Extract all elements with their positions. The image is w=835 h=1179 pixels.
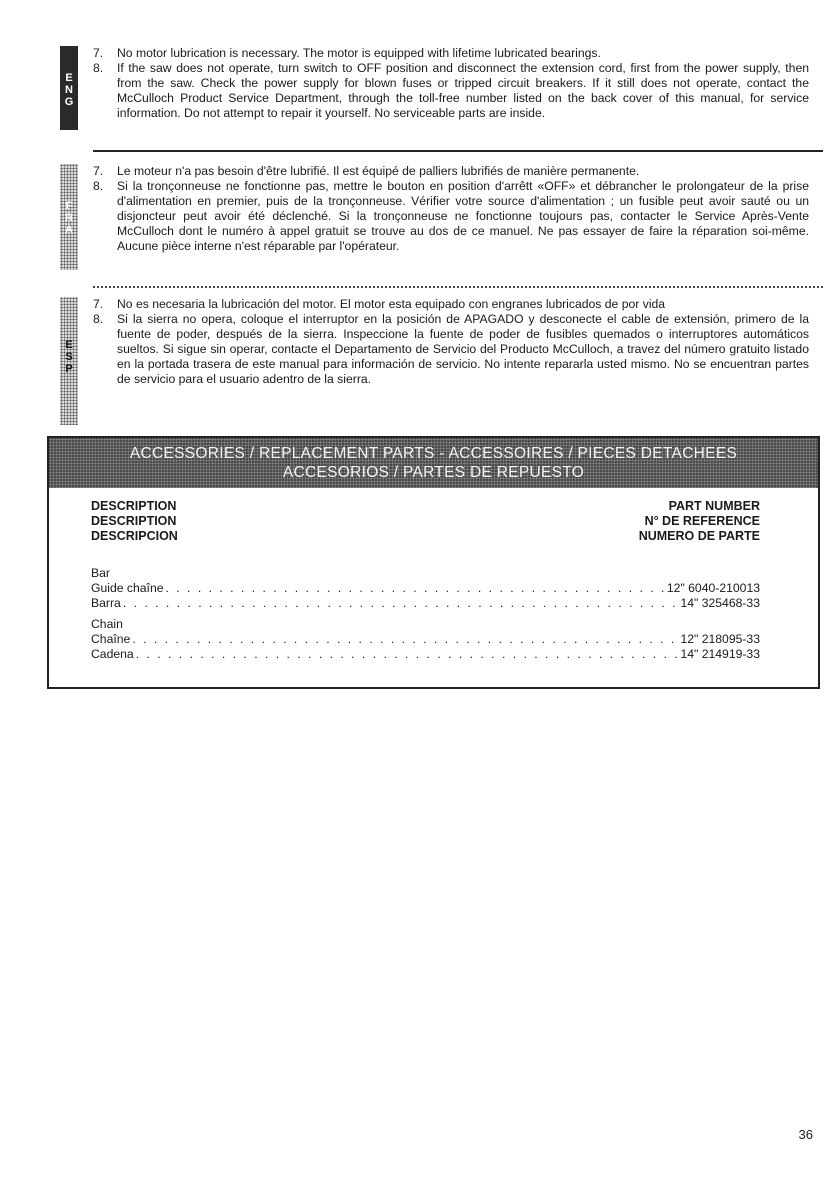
accessories-title: ACCESSORIES / REPLACEMENT PARTS - ACCESSOIRES / PIECES DETACHEES	[129, 445, 738, 462]
leader-dots	[166, 581, 665, 596]
part-name: Cadena	[91, 647, 134, 661]
french-section	[93, 164, 809, 255]
language-tab-english	[60, 46, 78, 130]
item-number: 8.	[93, 61, 104, 76]
tab-letter: A	[65, 224, 73, 236]
part-name: Chaîne	[91, 632, 131, 646]
col-header-description: DESCRIPTION	[91, 514, 177, 528]
column-headers	[91, 499, 760, 544]
item-number: 7.	[93, 297, 104, 311]
col-header-part-number: N° DE REFERENCE	[644, 514, 760, 528]
list-item	[93, 164, 809, 179]
item-number: 7.	[93, 46, 104, 60]
col-header-description: DESCRIPTION	[91, 499, 177, 513]
group-heading: Chain	[91, 617, 123, 631]
leader-dots	[132, 632, 678, 647]
item-number: 8.	[93, 179, 104, 194]
accessories-subtitle: ACCESORIOS / PARTES DE REPUESTO	[282, 464, 585, 481]
tab-letter: F	[65, 200, 73, 212]
part-number: 14" 325468-33	[680, 596, 760, 610]
page-number: 36	[798, 1127, 813, 1142]
parts-group	[91, 566, 760, 611]
tab-letter: P	[65, 363, 73, 375]
item-text: Si la tronçonneuse ne fonctionne pas, mettre le bouton en position d'arrêtt «OFF» et débrancher le prolongateur de la prise d'alimentation en premier, puis de la tronçonneuse. Vérifier votre source d'alimentation ; un fusible peut avoir sauté ou un disjoncteur peut avoir été déclenché. Si la tronçonneuse ne fonctionne toujours pas, contacter le Service Après-Vente McCulloch dont le numéro à appel gratuit se trouve au dos de ce manuel. Ne pas essayer de faire la réparation soi-même. Aucune pièce interne n'est réparable par l'opérateur.	[117, 179, 809, 254]
group-heading: Bar	[91, 566, 110, 580]
part-number: 12" 218095-33	[680, 632, 760, 646]
col-header-description: DESCRIPCION	[91, 529, 178, 543]
table-row	[91, 596, 760, 611]
part-number: 12" 6040-210013	[666, 581, 760, 595]
accessories-table	[47, 436, 820, 689]
col-header-part-number: NUMERO DE PARTE	[638, 529, 760, 543]
accessories-header	[49, 438, 818, 488]
leader-dots	[136, 647, 679, 662]
list-item	[93, 312, 809, 387]
table-row	[91, 581, 760, 596]
language-tab-spanish	[60, 297, 78, 425]
list-item	[93, 46, 809, 61]
col-header-part-number: PART NUMBER	[668, 499, 760, 513]
parts-group	[91, 617, 760, 662]
section-divider	[93, 286, 823, 288]
item-number: 8.	[93, 312, 104, 327]
list-item	[93, 61, 809, 121]
table-row	[91, 632, 760, 647]
tab-letter: E	[65, 339, 73, 351]
tab-letter: E	[65, 72, 73, 84]
leader-dots	[123, 596, 679, 611]
item-text: No es necesaria la lubricación del motor. El motor esta equipado con engranes lubricados de por vida	[117, 297, 666, 311]
item-number: 7.	[93, 164, 104, 178]
section-divider	[93, 150, 823, 152]
spanish-section	[93, 297, 809, 388]
item-text: No motor lubrication is necessary. The motor is equipped with lifetime lubricated bearings.	[117, 46, 601, 60]
part-name: Barra	[91, 596, 121, 610]
list-item	[93, 297, 809, 312]
part-number: 14" 214919-33	[680, 647, 760, 661]
english-section	[93, 46, 809, 121]
tab-letter: S	[65, 351, 73, 363]
language-tab-french	[60, 164, 78, 270]
item-text: Si la sierra no opera, coloque el interruptor en la posición de APAGADO y desconecte el cable de extensión, primero de la fuente de poder, después de la sierra. Inspeccione la fuente de poder de fusibles quemados o interruptores automáticos sueltos. Si sigue sin operar, contacte el Departamento de Servicio del Producto McCulloch, a travez del número gratuito listado en la portada trasera de este manual para información de servicio. No intente repararla usted mismo. No se encuentran partes de servicio para el usuario adentro de la sierra.	[117, 312, 809, 387]
list-item	[93, 179, 809, 254]
table-row	[91, 647, 760, 662]
item-text: If the saw does not operate, turn switch to OFF position and disconnect the extension cord, first from the power supply, then from the saw. Check the power supply for blown fuses or tripped circuit breakers. If it still does not operate, contact the McCulloch Product Service Department, through the toll-free number listed on the back cover of this manual, for service information. Do not attempt to repair it yourself. No serviceable parts are inside.	[117, 61, 809, 121]
parts-list	[91, 566, 760, 662]
tab-letter: R	[65, 212, 73, 224]
item-text: Le moteur n'a pas besoin d'être lubrifié. Il est équipé de palliers lubrifiés de manière permanente.	[117, 164, 640, 178]
tab-letter: N	[65, 84, 73, 96]
part-name: Guide chaîne	[91, 581, 164, 595]
tab-letter: G	[64, 96, 74, 108]
